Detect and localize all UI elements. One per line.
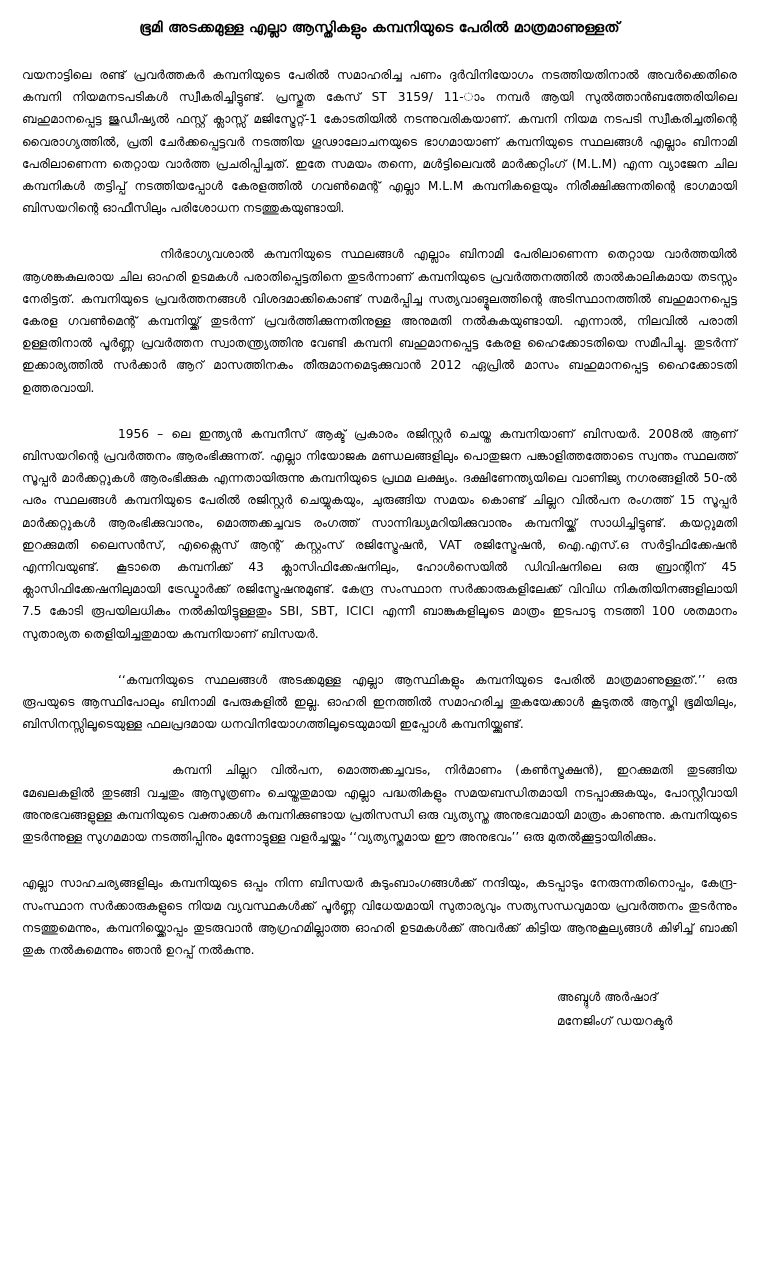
signatory-designation: മനേജിംഗ് ഡയറക്ടർ: [557, 1014, 673, 1029]
paragraph-assets-statement: ‘‘കമ്പനിയുടെ സ്ഥലങ്ങൾ അടക്കമുള്ള എല്ലാ ആസ്ഥികളും കമ്പനിയുടെ പേരിൽ മാത്രമാണുള്ളത്.’’ ഒരു രൂപയുടെ ആസ്ഥിപോലും ബിനാമി പേരുകളിൽ ഇല്ല. ഓഹരി ഇനത്തിൽ സമാഹരിച്ച തുകയേക്കാൾ കൂടുതൽ ആസ്തി ഭൂമിയിലും, ബിസിനസ്സിലൂടെയുള്ള ഫലപ്രദമായ ധനവിനിയോഗത്തിലൂടെയുമായി ഇപ്പോൾ കമ്പനിയ്ക്കുണ്ട്.: [22, 672, 737, 732]
signatory-name: അബ്ദുൾ അർഷാദ്: [557, 990, 658, 1005]
page-title: ഭൂമി അടക്കമുള്ള എല്ലാ ആസ്തികളും കമ്പനിയുടെ പേരിൽ മാത്രമാണുള്ളത്: [139, 20, 620, 36]
paragraph-legal-action: വയനാട്ടിലെ രണ്ട് പ്രവർത്തകർ കമ്പനിയുടെ പേരിൽ സമാഹരിച്ച പണം ദുർവിനിയോഗം നടത്തിയതിനാൽ അവർക്കെതിരെ കമ്പനി നിയമനടപടികൾ സ്വീകരിച്ചിട്ടുണ്ട്. പ്രസ്തുത കേസ് ST 3159/ 11-ാം നമ്പർ ആയി സുൽത്താൻബത്തേരിയിലെ ബഹുമാനപ്പെട്ട ജുഡീഷ്യൽ ഫസ്റ്റ് ക്ലാസ്സ് മജിസ്ട്രേറ്റ്-1 കോടതിയിൽ നടന്നുവരികയാണ്. കമ്പനി നിയമ നടപടി സ്വീകരിച്ചതിന്റെ വൈരാഗ്യത്തിൽ, പ്രതി ചേർക്കപ്പെട്ടവർ നടത്തിയ ഗൂഢാലോചനയുടെ ഭാഗമായാണ് കമ്പനിയുടെ സ്ഥലങ്ങൾ എല്ലാം ബിനാമി പേരിലാണെന്ന തെറ്റായ വാർത്ത പ്രചരിപ്പിച്ചത്. ഇതേ സമയം തന്നെ, മൾട്ടിലെവൽ മാർക്കറ്റിംഗ് (M.L.M) എന്ന വ്യാജേന ചില കമ്പനികൾ തട്ടിപ്പ് നടത്തിയപ്പോൾ കേരളത്തിൽ ഗവൺമെന്റ് എല്ലാ M.L.M കമ്പനികളെയും നിരീക്ഷിക്കുന്നതിന്റെ ഭാഗമായി ബിസയറിന്റെ ഓഫീസിലും പരിശോധന നടത്തുകയുണ്ടായി.: [22, 68, 737, 216]
signature-block: [557, 985, 717, 1033]
paragraph-company-profile: 1956 – ലെ ഇന്ത്യൻ കമ്പനീസ് ആക്ട് പ്രകാരം രജിസ്റ്റർ ചെയ്ത കമ്പനിയാണ് ബിസയർ. 2008ൽ ആണ് ബിസയറിന്റെ പ്രവർത്തനം ആരംഭിക്കുന്നത്. എല്ലാ നിയോജക മണ്ഡലങ്ങളിലും പൊതുജന പങ്കാളിത്തത്തോടെ സ്വന്തം സ്ഥലത്ത് സൂപ്പർ മാർക്കറ്റുകൾ ആരംഭിക്കുക എന്നതായിരുന്നു കമ്പനിയുടെ പ്രഥമ ലക്ഷ്യം. ദക്ഷിണേന്ത്യയിലെ വാണിജ്യ നഗരങ്ങളിൽ 50-ൽ പരം സ്ഥലങ്ങൾ കമ്പനിയുടെ പേരിൽ രജിസ്റ്റർ ചെയ്യുകയും, ചുരുങ്ങിയ സമയം കൊണ്ട് ചില്ലറ വിൽപന രംഗത്ത് 15 സൂപ്പർ മാർക്കറ്റുകൾ ആരംഭിക്കുവാനും, മൊത്തക്കച്ചവട രംഗത്ത് സാന്നിദ്ധ്യമറിയിക്കുവാനും കമ്പനിയ്ക്ക് സാധിച്ചിട്ടുണ്ട്. കയറ്റുമതി ഇറക്കുമതി ലൈസൻസ്, എക്സൈസ് ആന്റ് കസ്റ്റംസ് രജിസ്ട്രേഷൻ, VAT രജിസ്ട്രേഷൻ, ഐ.എസ്.ഒ സർട്ടിഫിക്കേഷൻ എന്നിവയുണ്ട്. കൂടാതെ കമ്പനിക്ക് 43 ക്ലാസിഫിക്കേഷനിലും, ഹോൾസെയിൽ ഡിവിഷനിലെ ഒരു ബ്രാന്റിന് 45 ക്ലാസിഫിക്കേഷനിലുമായി ട്രേഡ്മാർക്ക് രജിസ്ട്രേഷനുമുണ്ട്. കേന്ദ്ര സംസ്ഥാന സർക്കാരുകളിലേക്ക് വിവിധ നികുതിയിനങ്ങളിലായി 7.5 കോടി രൂപയിലധികം നൽകിയിട്ടുള്ളതും SBI, SBT, ICICI എന്നീ ബാങ്കുകളിലൂടെ മാത്രം ഇടപാടു നടത്തി 100 ശതമാനം സുതാര്യത തെളിയിച്ചതുമായ കമ്പനിയാണ് ബിസയർ.: [22, 426, 737, 641]
paragraph-assurance: എല്ലാ സാഹചര്യങ്ങളിലും കമ്പനിയുടെ ഒപ്പം നിന്ന ബിസയർ കുടുംബാംഗങ്ങൾക്ക് നന്ദിയും, കടപ്പാടും നേരുന്നതിനൊപ്പം, കേന്ദ്ര- സംസ്ഥാന സർക്കാരുകളുടെ നിയമ വ്യവസ്ഥകൾക്ക് പൂർണ്ണ വിധേയമായി സുതാര്യവും സത്യസന്ധവുമായ പ്രവർത്തനം തുടർന്നും നടത്തുമെന്നും, കമ്പനിയ്ക്കൊപ്പം തുടരുവാൻ ആഗ്രഹമില്ലാത്ത ഓഹരി ഉടമകൾക്ക് അവർക്ക് കിട്ടിയ ആനുകൂല്യങ്ങൾ കിഴിച്ച് ബാക്കി തുക നൽകുമെന്നും ഞാൻ ഉറപ്പ് നൽകുന്നു.: [22, 876, 737, 957]
paragraph-court-order: നിർഭാഗ്യവശാൽ കമ്പനിയുടെ സ്ഥലങ്ങൾ എല്ലാം ബിനാമി പേരിലാണെന്ന തെറ്റായ വാർത്തയിൽ ആശങ്കകുലരായ ചില ഓഹരി ഉടമകൾ പരാതിപ്പെട്ടതിനെ തുടർന്നാണ് കമ്പനിയുടെ പ്രവർത്തനത്തിൽ താൽകാലികമായ തടസ്സം നേരിട്ടത്. കമ്പനിയുടെ പ്രവർത്തനങ്ങൾ വിശദമാക്കികൊണ്ട് സമർപ്പിച്ച സത്യവാങ്മൂലത്തിന്റെ അടിസ്ഥാനത്തിൽ ബഹുമാനപ്പെട്ട കേരള ഗവൺമെന്റ് കമ്പനിയ്ക്ക് തുടർന്ന് പ്രവർത്തിക്കുന്നതിനുള്ള അനുമതി നൽകുകയുണ്ടായി. എന്നാൽ, നിലവിൽ പരാതി ഉള്ളതിനാൽ പൂർണ്ണ പ്രവർത്തന സ്വാതന്ത്ര്യത്തിനു വേണ്ടി കമ്പനി ബഹുമാനപ്പെട്ട കേരള ഹൈക്കോടതിയെ സമീപിച്ചു. തുടർന്ന് ഇക്കാര്യത്തിൽ സർക്കാർ ആറ് മാസത്തിനകം തീരുമാനമെടുക്കുവാൻ 2012 ഏപ്രിൽ മാസം ബഹുമാനപ്പെട്ട ഹൈക്കോടതി ഉത്തരവായി.: [22, 247, 737, 395]
paragraph-projects: കമ്പനി ചില്ലറ വിൽപന, മൊത്തക്കച്ചവടം, നിർമാണം (കൺസ്ട്രക്ഷൻ), ഇറക്കുമതി തുടങ്ങിയ മേഖലകളിൽ തുടങ്ങി വച്ചതും ആസൂത്രണം ചെയ്തതുമായ എല്ലാ പദ്ധതികളും സമയബന്ധിതമായി നടപ്പാക്കുകയും, പോസ്റ്റീവായി അനുഭവങ്ങളുള്ള കമ്പനിയുടെ വക്താക്കൾ കമ്പനിക്കുണ്ടായ പ്രതിസന്ധി ഒരു വ്യത്യസ്ത അനുഭവമായി മാത്രം കാണുന്നു. കമ്പനിയുടെ തുടർന്നുള്ള സുഗമമായ നടത്തിപ്പിനും മുന്നോട്ടുള്ള വളർച്ചയ്ക്കും ‘‘വ്യത്യസ്തമായ ഈ അനുഭവം’’ ഒരു മുതൽക്കൂട്ടായിരിക്കും.: [22, 763, 737, 845]
